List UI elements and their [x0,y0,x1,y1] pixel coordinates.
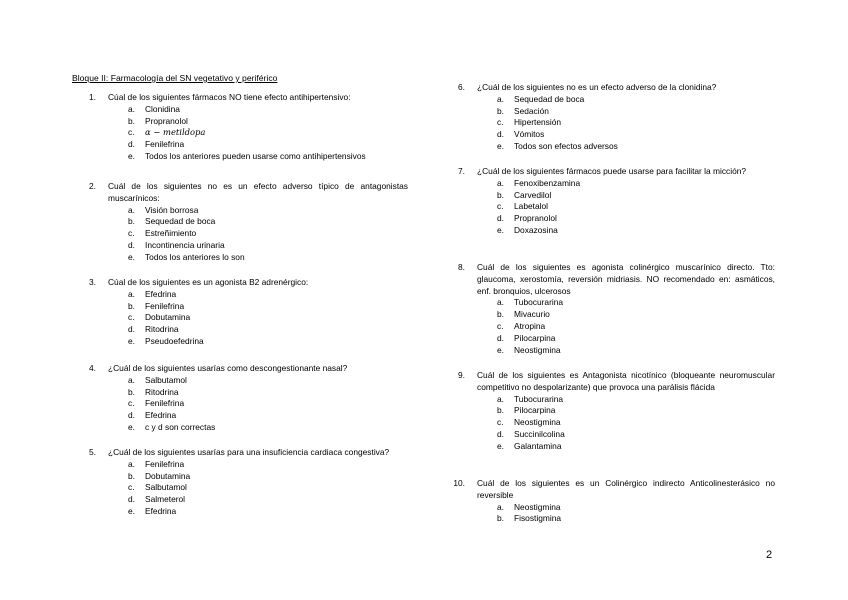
question-8 [441,262,775,370]
option-text: Hipertensión [514,117,562,128]
question-number: 8. [458,262,465,272]
answer-option [497,321,775,333]
option-text: Galantamina [514,440,562,451]
option-text: Efedrina [145,288,177,299]
option-text: Pilocarpina [514,405,556,416]
answer-option [497,405,775,417]
answer-option [497,117,775,129]
answer-option [128,104,408,116]
answer-option [497,502,775,514]
option-text: Dobutamina [145,470,191,481]
option-text: Pilocarpina [514,332,556,343]
answer-option [128,482,408,494]
option-text: Ritodrina [145,386,179,397]
question-number: 4. [89,363,96,373]
answer-option [128,116,408,128]
option-letter: c. [497,417,504,428]
answer-options [72,205,408,264]
answer-options [72,459,408,518]
answer-option [497,94,775,106]
option-text: Pseudoefedrina [145,335,204,346]
right-column [441,82,775,525]
answer-option [128,289,408,301]
option-letter: b. [128,300,135,311]
option-text: Fenilefrina [145,458,185,469]
answer-option [497,141,775,153]
answer-option [497,513,775,525]
option-letter: e. [497,140,504,151]
option-letter: a. [128,103,135,114]
answer-option [128,336,408,348]
page-number: 2 [766,549,773,561]
option-text: Fisostigmina [514,513,562,524]
option-text: Fenoxibenzamina [514,177,581,188]
option-letter: b. [497,513,504,524]
option-text: Carvedilol [514,189,552,200]
answer-option [497,213,775,225]
option-text: Todos son efectos adversos [514,140,618,151]
question-text: Cuál de los siguientes es Antagonista nicotínico (bloqueante neuromuscular competitivo no despolarizante) que provoca una parálisis flácida [477,370,775,392]
option-letter: a. [128,288,135,299]
answer-option [128,494,408,506]
option-text: Tubocurarina [514,297,564,308]
answer-option [497,394,775,406]
question-number: 1. [89,92,96,102]
option-text: Estreñimiento [145,228,197,239]
question-number: 9. [458,370,465,380]
answer-option [128,312,408,324]
option-text: Efedrina [145,505,177,516]
answer-option [497,178,775,190]
answer-options [441,297,775,356]
answer-option [128,228,408,240]
option-letter: d. [128,139,135,150]
question-9 [441,370,775,478]
option-text: Salbutamol [145,482,187,493]
option-letter: d. [497,332,504,343]
option-letter: c. [497,320,504,331]
option-text: Propranolol [145,115,188,126]
answer-option [128,387,408,399]
option-text: Todos los anteriores pueden usarse como antihipertensivos [145,150,366,161]
option-letter: d. [128,410,135,421]
option-letter: d. [497,428,504,439]
option-text: Propranolol [514,213,557,224]
option-letter: e. [128,421,135,432]
option-letter: c. [128,482,135,493]
option-letter: a. [497,93,504,104]
answer-option [497,129,775,141]
option-letter: b. [128,216,135,227]
option-letter: b. [497,405,504,416]
option-letter: d. [497,213,504,224]
option-text: Mivacurio [514,309,550,320]
option-text: Salbutamol [145,374,187,385]
answer-option [128,139,408,151]
option-text: Doxazosina [514,224,558,235]
option-text: Succinilcolina [514,428,565,439]
option-letter: a. [128,204,135,215]
option-letter: e. [128,251,135,262]
answer-option [128,216,408,228]
answer-option [128,151,408,163]
option-text: Visión borrosa [145,204,199,215]
option-letter: d. [128,494,135,505]
answer-options [72,104,408,163]
option-text: Sedación [514,105,549,116]
option-text: Fenilefrina [145,398,185,409]
option-text: Salmeterol [145,494,186,505]
option-letter: d. [497,129,504,140]
option-letter: b. [128,115,135,126]
question-text: Cuál de los siguientes es agonista colinérgico muscarínico directo. Tto: glaucoma, xerostomía, reversión midriasis. NO recomendado en: asmáticos, enf. bronquios, ulcerosos [477,262,775,296]
option-letter: d. [128,324,135,335]
option-text: Todos los anteriores lo son [145,251,245,262]
section-title: Bloque II: Farmacología del SN vegetativo y periférico [72,73,278,83]
answer-option [497,345,775,357]
option-text: Sequedad de boca [145,216,216,227]
option-text: Ritodrina [145,324,179,335]
answer-option [128,398,408,410]
answer-option [128,375,408,387]
option-letter: e. [497,344,504,355]
answer-options [441,502,775,526]
answer-option [128,506,408,518]
option-text: Tubocurarina [514,393,564,404]
question-1 [72,92,408,181]
question-6 [441,82,775,166]
option-text: c y d son correctas [145,421,216,432]
question-text: Cuál de los siguientes es un Colinérgico indirecto Anticolinesterásico no reversible [477,478,775,500]
option-text: Neostigmina [514,501,561,512]
option-letter: a. [128,374,135,385]
question-10 [441,478,775,525]
answer-option [497,429,775,441]
answer-option [497,190,775,202]
option-text: Neostigmina [514,344,561,355]
option-text: Fenilefrina [145,139,185,150]
left-column [72,92,408,518]
option-text: Atropina [514,320,546,331]
question-number: 3. [89,277,96,287]
option-text: Labetalol [514,201,548,212]
option-letter: e. [128,335,135,346]
option-letter: d. [128,239,135,250]
option-letter: c. [128,228,135,239]
option-text: Dobutamina [145,312,191,323]
option-letter: c. [497,201,504,212]
option-text: Fenilefrina [145,300,185,311]
option-letter: a. [497,177,504,188]
answer-options [441,178,775,237]
question-text: ¿Cuál de los siguientes no es un efecto adverso de la clonidina? [477,82,717,92]
answer-option [128,205,408,217]
option-letter: e. [128,150,135,161]
option-letter: b. [497,309,504,320]
option-letter: e. [497,440,504,451]
option-letter: b. [128,386,135,397]
question-text: ¿Cuál de los siguientes fármacos puede usarse para facilitar la micción? [477,166,747,176]
answer-option [128,324,408,336]
answer-options [72,375,408,434]
question-text: ¿Cuál de los siguientes usarías como descongestionante nasal? [108,363,348,373]
option-letter: c. [128,127,135,138]
question-number: 6. [458,82,465,92]
answer-option [128,252,408,264]
option-text: Clonidina [145,103,180,114]
option-letter: b. [497,189,504,200]
question-number: 5. [89,447,96,457]
option-letter: c. [128,312,135,323]
answer-option [497,309,775,321]
answer-option [128,422,408,434]
option-text: Incontinencia urinaria [145,239,225,250]
option-letter: b. [128,470,135,481]
option-letter: c. [497,117,504,128]
question-3 [72,277,408,363]
answer-option [128,127,408,139]
option-text: Sequedad de boca [514,93,585,104]
answer-option [497,333,775,345]
answer-options [441,394,775,453]
question-7 [441,166,775,262]
question-number: 7. [458,166,465,176]
option-letter: a. [497,393,504,404]
option-letter: e. [128,505,135,516]
option-letter: c. [128,398,135,409]
option-text: Efedrina [145,410,177,421]
question-2 [72,181,408,277]
option-text: Vómitos [514,129,545,140]
answer-options [441,94,775,153]
answer-option [497,441,775,453]
question-text: ¿Cuál de los siguientes usarías para una insuficiencia cardiaca congestiva? [108,447,390,457]
option-text: Neostigmina [514,417,561,428]
answer-options [72,289,408,348]
question-text: Cúal de los siguientes fármacos NO tiene efecto antihipertensivo: [108,92,351,102]
answer-option [497,201,775,213]
option-letter: a. [497,501,504,512]
answer-option [128,240,408,252]
option-letter: b. [497,105,504,116]
answer-option [128,471,408,483]
option-letter: a. [128,458,135,469]
answer-option [497,225,775,237]
question-number: 2. [89,181,96,191]
option-letter: a. [497,297,504,308]
answer-option [497,417,775,429]
answer-option [497,106,775,118]
question-number: 10. [453,478,465,488]
question-text: Cuál de los siguientes no es un efecto adverso típico de antagonistas muscarínicos: [108,181,408,203]
question-text: Cúal de los siguientes es un agonista B2 adrenérgico: [108,277,309,287]
answer-option [497,297,775,309]
option-letter: e. [497,224,504,235]
answer-option [128,410,408,422]
answer-option [128,301,408,313]
question-5 [72,447,408,518]
option-text: α − metildopa [145,127,206,138]
answer-option [128,459,408,471]
question-4 [72,363,408,447]
